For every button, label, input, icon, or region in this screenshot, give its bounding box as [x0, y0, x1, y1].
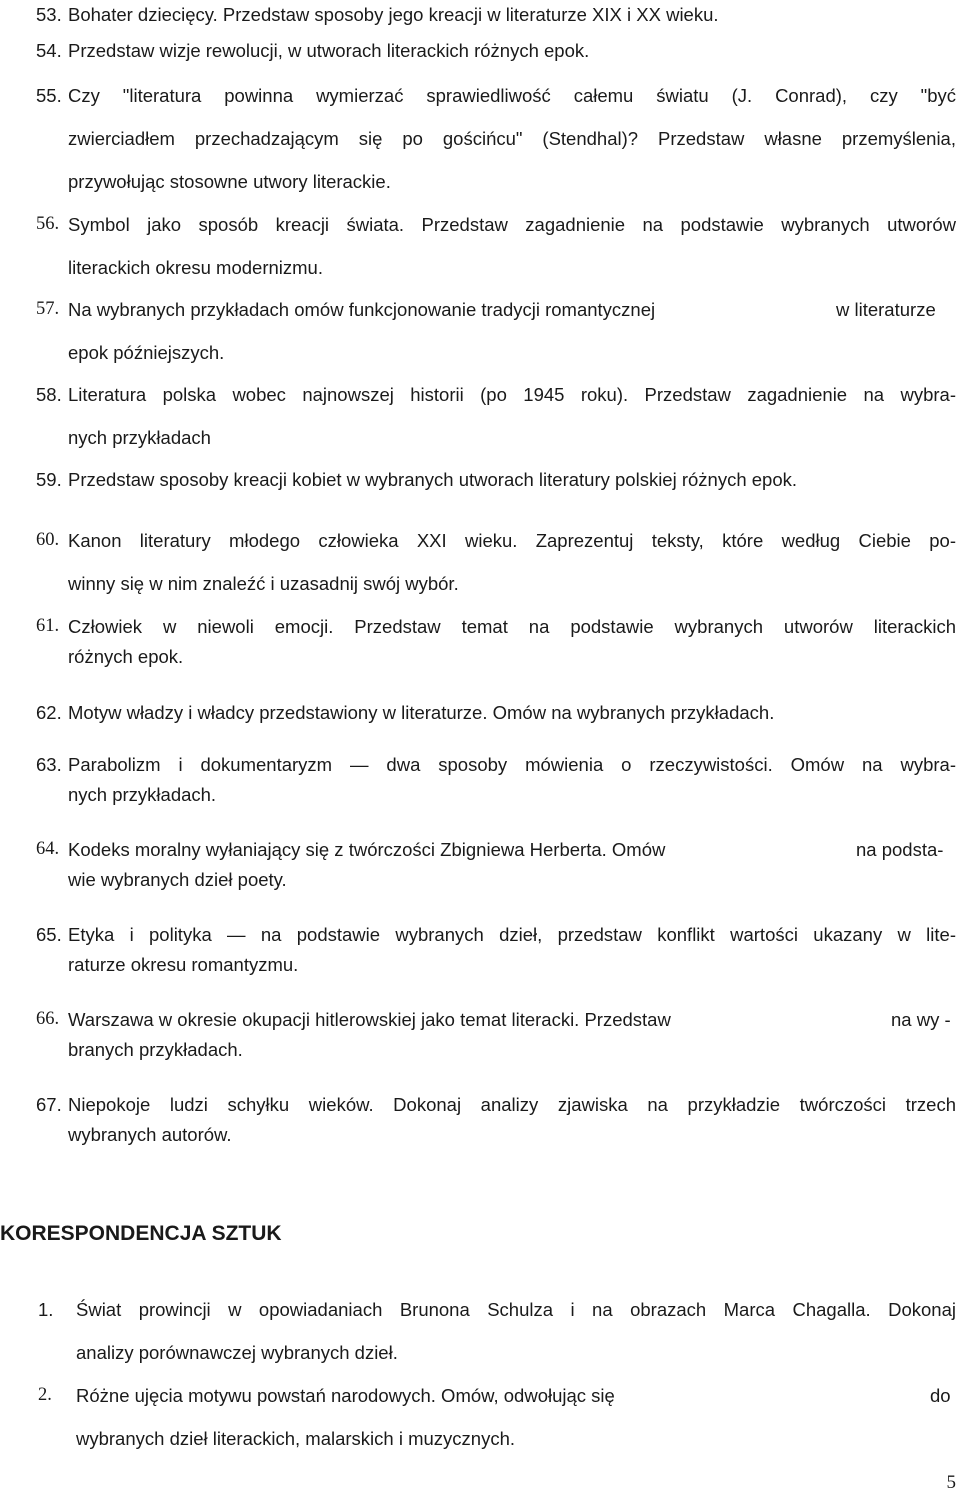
topic-text-line: Kanon literatury młodego człowieka XXI wieku. Zaprezentuj teksty, które według Ciebie po- [68, 530, 956, 551]
topic-text-line: Niepokoje ludzi schyłku wieków. Dokonaj analizy zjawiska na przykładzie twórczości trzech [68, 1094, 956, 1115]
topic-text-line: analizy porównawczej wybranych dzieł. [76, 1342, 398, 1363]
topic-text-line: winny się w nim znaleźć i uzasadnij swój wybór. [68, 573, 459, 594]
topic-text-line: Przedstaw sposoby kreacji kobiet w wybranych utworach literatury polskiej różnych epok. [68, 469, 798, 490]
topic-text-line: na wy - [891, 1009, 951, 1030]
topic-text-line: na podsta- [856, 839, 944, 860]
topic-text-line: nych przykładach. [68, 784, 217, 805]
topic-text-line: epok późniejszych. [68, 342, 225, 363]
topic-number: 55. [36, 85, 62, 106]
topic-text-line: Parabolizm i dokumentaryzm — dwa sposoby mówienia o rzeczywistości. Omów na wybra- [68, 754, 956, 775]
topic-text-line: Etyka i polityka — na podstawie wybranych dzieł, przedstaw konflikt wartości ukazany w lite- [68, 924, 956, 945]
topic-number: 60. [36, 530, 60, 550]
topic-text-line: Bohater dziecięcy. Przedstaw sposoby jego kreacji w literaturze XIX i XX wieku. [68, 4, 719, 25]
topic-number: 53. [36, 4, 62, 25]
topic-text-line: w literaturze [836, 299, 936, 320]
topic-text-line: zwierciadłem przechadzającym się po gościńcu" (Stendhal)? Przedstaw własne przemyślenia, [68, 128, 956, 149]
topic-text-line: branych przykładach. [68, 1039, 243, 1060]
topic-number: 2. [38, 1385, 52, 1405]
topic-number: 56. [36, 214, 60, 234]
topic-text-line: Kodeks moralny wyłaniający się z twórczości Zbigniewa Herberta. Omów [68, 839, 666, 860]
topic-number: 67. [36, 1094, 62, 1115]
topic-text-line: Różne ujęcia motywu powstań narodowych. Omów, odwołując się [76, 1385, 615, 1406]
topic-text-line: Symbol jako sposób kreacji świata. Przedstaw zagadnienie na podstawie wybranych utworów [68, 214, 956, 235]
topic-text-line: do [930, 1385, 951, 1406]
topic-text-line: nych przykładach [68, 427, 211, 448]
topic-text-line: Świat prowincji w opowiadaniach Brunona Schulza i na obrazach Marca Chagalla. Dokonaj [76, 1299, 956, 1320]
topic-number: 64. [36, 839, 60, 859]
topic-text-line: Literatura polska wobec najnowszej historii (po 1945 roku). Przedstaw zagadnienie na wybra- [68, 384, 956, 405]
topic-text-line: Na wybranych przykładach omów funkcjonowanie tradycji romantycznej [68, 299, 656, 320]
topic-text-line: wybranych dzieł literackich, malarskich i muzycznych. [76, 1428, 515, 1449]
topic-number: 63. [36, 754, 62, 775]
page-number: 5 [946, 1472, 956, 1493]
topic-text-line: wie wybranych dzieł poety. [68, 869, 287, 890]
topic-text-line: raturze okresu romantyzmu. [68, 954, 299, 975]
topic-number: 61. [36, 616, 60, 636]
section-heading: KORESPONDENCJA SZTUK [0, 1222, 282, 1245]
topic-text-line: Przedstaw wizje rewolucji, w utworach literackich różnych epok. [68, 40, 590, 61]
topic-number: 54. [36, 40, 62, 61]
topic-number: 1. [38, 1299, 54, 1320]
topic-number: 59. [36, 469, 62, 490]
topic-number: 66. [36, 1009, 60, 1029]
topic-text-line: wybranych autorów. [68, 1124, 232, 1145]
topic-number: 62. [36, 702, 62, 723]
topic-number: 65. [36, 924, 62, 945]
topic-text-line: przywołując stosowne utwory literackie. [68, 171, 391, 192]
topic-text-line: Motyw władzy i władcy przedstawiony w literaturze. Omów na wybranych przykładach. [68, 702, 775, 723]
topic-text-line: Czy "literatura powinna wymierzać sprawiedliwość całemu światu (J. Conrad), czy "być [68, 85, 956, 106]
topic-text-line: Człowiek w niewoli emocji. Przedstaw temat na podstawie wybranych utworów literackich [68, 616, 956, 637]
topic-text-line: literackich okresu modernizmu. [68, 257, 323, 278]
topic-text-line: Warszawa w okresie okupacji hitlerowskiej jako temat literacki. Przedstaw [68, 1009, 671, 1030]
topic-number: 57. [36, 299, 60, 319]
topic-text-line: różnych epok. [68, 646, 184, 667]
topic-number: 58. [36, 384, 62, 405]
